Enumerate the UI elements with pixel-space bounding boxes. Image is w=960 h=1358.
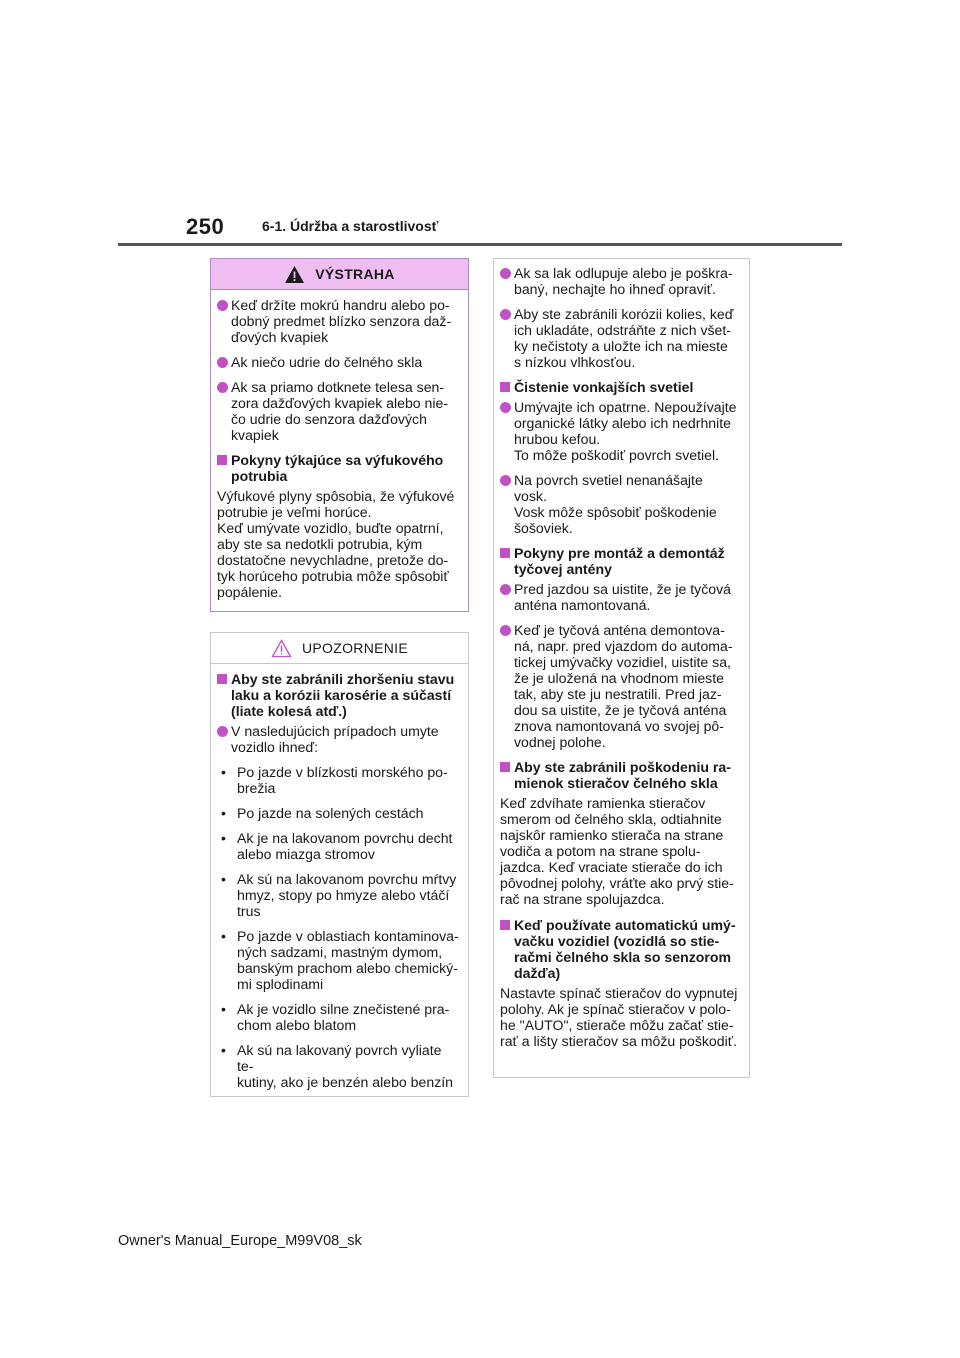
bullet-square-icon — [217, 674, 227, 684]
list-item — [217, 379, 460, 443]
bullet-square-icon — [500, 382, 510, 392]
caution-box-title: UPOZORNENIE — [302, 640, 408, 656]
bullet-dot-icon: • — [221, 1042, 226, 1058]
caution-box-continued — [493, 258, 750, 1078]
list-item-text: Ak sa priamo dotknete telesa sen- zora dažďových kvapiek alebo nie- čo udrie do senzora dažďových kvapiek — [231, 379, 449, 443]
list-item — [500, 472, 741, 536]
list-item-text: Ak niečo udrie do čelného skla — [231, 354, 423, 370]
warning-box-header — [211, 259, 468, 290]
bullet-circle-icon — [500, 309, 511, 320]
list-item-text: Ak sa lak odlupuje alebo je poškra- baný, nechajte ho ihneď opraviť. — [514, 265, 733, 297]
bullet-dot-icon: • — [221, 830, 226, 846]
bullet-dot-icon: • — [221, 805, 226, 821]
list-item-text: Aby ste zabránili korózii kolies, keď ich ukladáte, odstráňte z nich všet- ky nečistoty a uložte ich na mieste s nízkou vlhkosťou. — [514, 306, 734, 370]
list-heading-text: Aby ste zabránili poškodeniu ra- mienok stieračov čelného skla — [514, 759, 731, 791]
list-heading-text: Pokyny pre montáž a demontáž tyčovej antény — [514, 545, 725, 577]
list-heading — [217, 671, 460, 719]
list-item — [500, 306, 741, 370]
list-item-text: Pred jazdou sa uistite, že je tyčová anténa namontovaná. — [514, 581, 732, 613]
warning-triangle-icon — [284, 265, 305, 284]
page-number: 250 — [186, 214, 225, 239]
list-item-text: Keď držíte mokrú handru alebo po- dobný predmet blízko senzora daž- ďových kvapiek — [231, 297, 452, 345]
caution-triangle-icon — [271, 639, 292, 658]
list-item-text: V nasledujúcich prípadoch umyte vozidlo ihneď: — [231, 723, 439, 755]
bullet-dot-icon: • — [221, 871, 226, 887]
bullet-square-icon — [500, 920, 510, 930]
bullet-square-icon — [500, 548, 510, 558]
sub-list-item-text: Po jazde v blízkosti morského po- brežia — [237, 764, 448, 796]
warning-box-title: VÝSTRAHA — [315, 266, 395, 282]
list-heading-text: Keď používate automatickú umý- vačku vozidiel (vozidlá so stie- račmi čelného skla so senzorom dažďa) — [514, 917, 736, 981]
sub-list-item — [217, 1042, 460, 1090]
paragraph: Nastavte spínač stieračov do vypnutej polohy. Ak je spínač stieračov v polo- he "AUTO", stierače môžu začať stie- rať a lišty stieračov sa môžu poškodiť. — [500, 985, 738, 1049]
sub-list-item-text: Po jazde na solených cestách — [237, 805, 424, 821]
header-divider — [118, 243, 842, 246]
list-item — [217, 297, 460, 345]
list-item — [500, 265, 741, 297]
footer-document-id: Owner's Manual_Europe_M99V08_sk — [118, 1233, 362, 1249]
bullet-circle-icon — [217, 300, 228, 311]
sub-list-item-text: Po jazde v oblastiach kontaminova- ných sadzami, mastným dymom, banským prachom alebo chemický- mi splodinami — [237, 928, 459, 992]
list-item — [217, 354, 460, 370]
list-heading-text: Aby ste zabránili zhoršeniu stavu laku a korózii karosérie a súčastí (liate kolesá atď.) — [231, 671, 455, 719]
caution-box-header — [211, 633, 468, 664]
list-item — [500, 581, 741, 613]
bullet-dot-icon: • — [221, 1001, 226, 1017]
list-heading — [500, 379, 741, 395]
list-heading — [500, 917, 741, 981]
bullet-circle-icon — [500, 584, 511, 595]
sub-list-item-text: Ak sú na lakovaný povrch vyliate te- kutiny, ako je benzén alebo benzín — [237, 1042, 453, 1090]
list-heading-text: Čistenie vonkajších svetiel — [514, 379, 694, 395]
sub-list-item — [217, 871, 460, 919]
sub-list-item — [217, 805, 460, 821]
sub-list-item — [217, 764, 460, 796]
sub-list-item — [217, 1001, 460, 1033]
warning-box — [210, 258, 469, 612]
bullet-square-icon — [217, 455, 227, 465]
bullet-dot-icon: • — [221, 764, 226, 780]
bullet-square-icon — [500, 762, 510, 772]
sub-list-item-text: Ak sú na lakovanom povrchu mŕtvy hmyz, stopy po hmyze alebo vtáčí trus — [237, 871, 457, 919]
bullet-circle-icon — [500, 475, 511, 486]
bullet-circle-icon — [500, 625, 511, 636]
warning-paragraph: Výfukové plyny spôsobia, že výfukové potrubie je veľmi horúce. Keď umývate vozidlo, buďte opatrní, aby ste sa nedotkli potrubia, kým dostatočne nevychladne, pretože do- tyk horúceho potrubia môže spôsobiť popálenie. — [217, 488, 455, 600]
sub-list-item-text: Ak je na lakovanom povrchu decht alebo miazga stromov — [237, 830, 453, 862]
section-title: 6-1. Údržba a starostlivosť — [262, 218, 439, 234]
bullet-circle-icon — [500, 268, 511, 279]
sub-list-item — [217, 830, 460, 862]
list-item-text: Na povrch svetiel nenanášajte vosk. Vosk môže spôsobiť poškodenie šošoviek. — [514, 472, 717, 536]
bullet-circle-icon — [217, 726, 228, 737]
bullet-dot-icon: • — [221, 928, 226, 944]
list-item-text: Umývajte ich opatrne. Nepoužívajte organické látky alebo ich nedrhnite hrubou kefou. To môže poškodiť povrch svetiel. — [514, 399, 737, 463]
list-heading — [500, 759, 741, 791]
sub-list-item — [217, 928, 460, 992]
list-item — [217, 723, 460, 755]
list-item — [500, 622, 741, 750]
list-heading-text: Pokyny týkajúce sa výfukového potrubia — [231, 452, 444, 484]
bullet-circle-icon — [217, 382, 228, 393]
caution-box — [210, 632, 469, 1097]
list-item — [500, 399, 741, 463]
bullet-circle-icon — [217, 357, 228, 368]
list-heading — [217, 452, 460, 484]
paragraph: Keď zdvíhate ramienka stieračov smerom od čelného skla, odtiahnite najskôr ramienko stierača na strane vodiča a potom na strane spolu- jazdca. Keď vraciate stierače do ich pôvodnej polohy, vráťte ako prvý stie- rač na strane spolujazdca. — [500, 795, 734, 907]
sub-list-item-text: Ak je vozidlo silne znečistené pra- chom alebo blatom — [237, 1001, 450, 1033]
list-item-text: Keď je tyčová anténa demontova- ná, napr. pred vjazdom do automa- tickej umývačky vozidiel, uistite sa, že je uložená na vhodnom mieste tak, aby ste ju nestratili. Pred jaz- dou sa uistite, že je tyčová anténa znova namontovaná vo svojej pô- vodnej polohe. — [514, 622, 733, 750]
list-heading — [500, 545, 741, 577]
bullet-circle-icon — [500, 402, 511, 413]
